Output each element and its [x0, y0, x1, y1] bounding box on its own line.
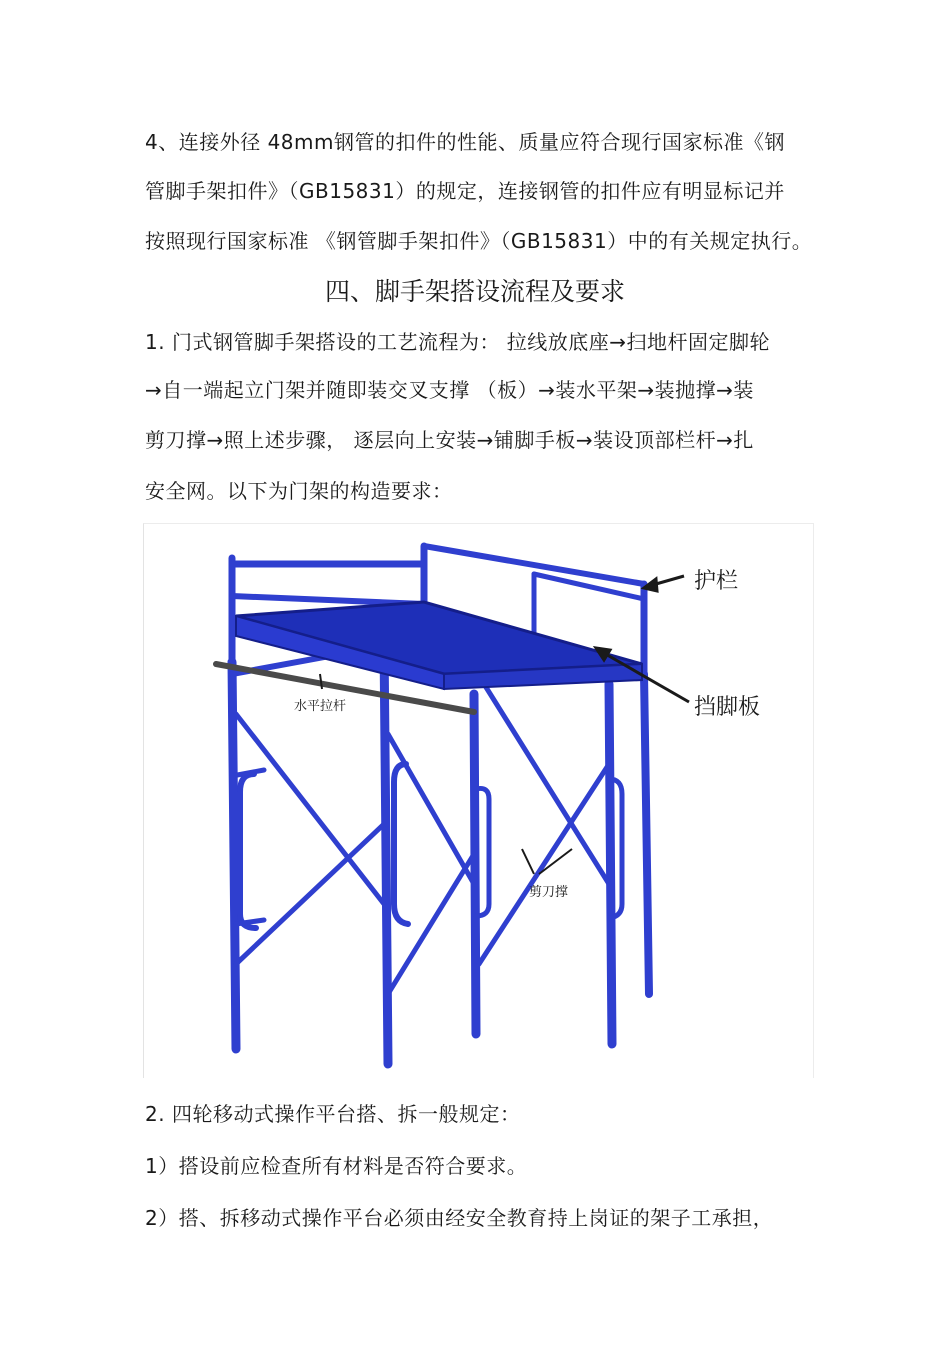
door-arch-mid — [394, 764, 408, 924]
step-2-item-2: 2）搭、拆移动式操作平台必须由经安全教育持上岗证的架子工承担， — [145, 1206, 774, 1230]
step-1-line-4: 安全网。以下为门架的构造要求： — [145, 479, 453, 503]
scissor-brace — [236, 824, 384, 964]
scissor-arrow-left — [522, 849, 534, 874]
step-1-line-3: 剪刀撑→照上述步骤， 逐层向上安装→铺脚手板→装设顶部栏杆→扎 — [145, 428, 754, 452]
scissor-brace — [479, 764, 609, 964]
scissor-brace-label: 剪刀撑 — [529, 885, 569, 900]
paragraph-4-line-1: 4、连接外径 48mm钢管的扣件的性能、质量应符合现行国家标准《钢 — [145, 130, 785, 154]
guardrail-mid — [534, 574, 644, 599]
step-2-item-1: 1）搭设前应检查所有材料是否符合要求。 — [145, 1154, 528, 1178]
front-right-post — [609, 684, 612, 1044]
step-2-heading: 2. 四轮移动式操作平台搭、拆一般规定： — [145, 1102, 521, 1126]
paragraph-4-line-2: 管脚手架扣件》（GB15831）的规定，连接钢管的扣件应有明显标记并 — [145, 179, 785, 203]
door-frame-scaffold-figure — [143, 523, 814, 1078]
paragraph-4-line-3: 按照现行国家标准 《钢管脚手架扣件》（GB15831）中的有关规定执行。 — [145, 229, 813, 253]
front-left-post — [232, 662, 236, 1049]
front-right-inner-post — [474, 694, 476, 1034]
section-heading: 四、脚手架搭设流程及要求 — [324, 277, 625, 306]
step-1-line-1: 1. 门式钢管脚手架搭设的工艺流程为： 拉线放底座→扫地杆固定脚轮 — [145, 330, 771, 354]
front-mid-post — [384, 642, 388, 1064]
horizontal-tie-label: 水平拉杆 — [294, 699, 347, 714]
step-1-line-2: →自一端起立门架并随即装交叉支撑 （板）→装水平架→装抛撑→装 — [145, 378, 754, 402]
door-arch-left — [240, 774, 256, 928]
scissor-brace — [236, 714, 384, 904]
tie-bar-arrow — [320, 674, 322, 689]
back-right-post — [644, 674, 649, 994]
scaffold-illustration — [144, 524, 815, 1079]
scissor-brace — [388, 734, 474, 884]
scissor-brace — [484, 684, 609, 884]
toe-board-label: 挡脚板 — [694, 695, 761, 720]
guardrail-label: 护栏 — [694, 569, 739, 594]
